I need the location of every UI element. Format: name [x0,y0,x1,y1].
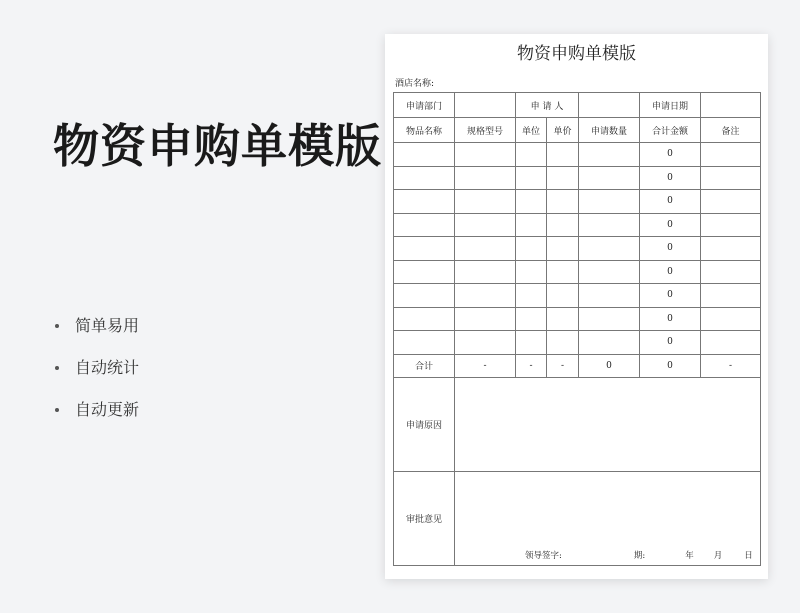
table-row [394,260,761,284]
row-total: 0 [640,213,701,237]
row-total: 0 [640,143,701,167]
table-row [394,307,761,331]
feature-item [55,305,139,347]
column-header: 申请数量 [579,118,640,143]
row-total: 0 [640,190,701,214]
summary-spec: - [455,354,516,378]
feature-label: 自动更新 [75,400,140,419]
dept-label: 申请部门 [394,93,455,118]
sign-date-label: 期: [633,551,646,561]
reason-row [394,378,761,472]
table-row [394,331,761,355]
row-total: 0 [640,260,701,284]
feature-label: 简单易用 [75,316,140,335]
table-row [394,284,761,308]
month-label: 月 [713,551,723,561]
summary-row [394,354,761,378]
row-total: 0 [640,331,701,355]
date-label: 申请日期 [640,93,701,118]
feature-list [55,305,139,431]
column-header-row [394,118,761,143]
summary-label: 合计 [394,354,455,378]
table-row [394,143,761,167]
row-total: 0 [640,284,701,308]
applicant-label: 申 请 人 [516,93,579,118]
row-total: 0 [640,237,701,261]
approval-row [394,472,761,566]
bullet-icon [55,408,59,412]
feature-item [55,347,139,389]
table-row [394,213,761,237]
hotel-name-label: 酒店名称: [395,79,435,89]
row-total: 0 [640,166,701,190]
year-label: 年 [685,551,694,561]
dept-value[interactable] [455,93,516,118]
bullet-icon [55,324,59,328]
reason-label: 申请原因 [394,378,455,472]
column-header: 合计金额 [640,118,701,143]
summary-price: - [547,354,579,378]
feature-label: 自动统计 [75,358,140,377]
table-row [394,237,761,261]
approval-label: 审批意见 [394,472,455,566]
feature-item [55,389,139,431]
summary-qty: 0 [579,354,640,378]
page-title: 物资申购单模版 [53,119,382,173]
signature-line [525,549,760,561]
summary-amount: 0 [640,354,701,378]
column-header: 规格型号 [455,118,516,143]
approval-field[interactable] [455,472,761,566]
table-row [394,190,761,214]
document-title: 物资申购单模版 [517,44,636,64]
column-header: 单价 [547,118,579,143]
column-header: 备注 [701,118,761,143]
column-header: 单位 [516,118,547,143]
column-header: 物品名称 [394,118,455,143]
bullet-icon [55,366,59,370]
row-total: 0 [640,307,701,331]
table-row [394,166,761,190]
applicant-value[interactable] [579,93,640,118]
form-header-row [394,93,761,118]
day-label: 日 [744,551,753,561]
reason-field[interactable] [455,378,761,472]
document-preview [385,34,768,579]
summary-unit: - [516,354,547,378]
date-value[interactable] [701,93,761,118]
purchase-form-table [393,92,761,566]
summary-remark: - [701,354,761,378]
leader-signature-label: 领导签字: [525,551,562,561]
